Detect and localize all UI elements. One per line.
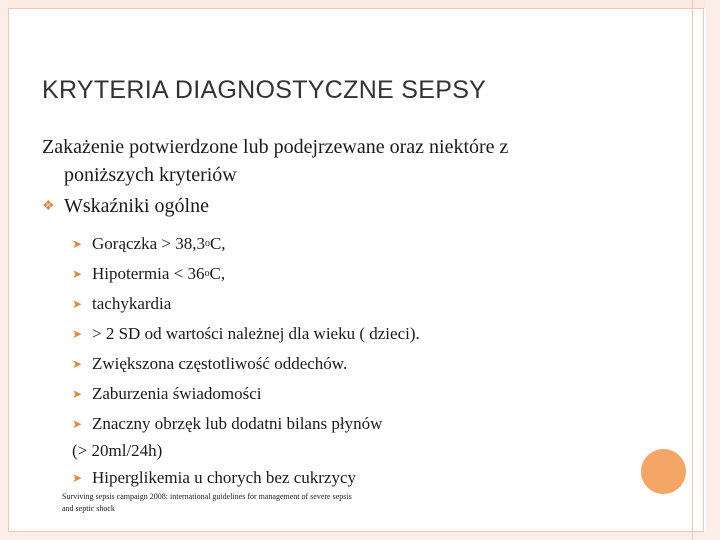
bullet-icon: ➤ [72, 237, 83, 251]
item-text: Znaczny obrzęk lub dodatni bilans płynów [92, 414, 383, 433]
item-text: Hiperglikemia u chorych bez cukrzycy [92, 468, 357, 487]
decorative-circle [641, 449, 686, 494]
lead-line-2: poniższych kryteriów [64, 164, 237, 186]
list-item [72, 229, 420, 259]
item-text: Zwiększona częstotliwość oddechów. [92, 354, 348, 373]
item-text: Hipotermia < 36 [92, 264, 205, 283]
list-item [72, 319, 420, 349]
item-text: Gorączka > 38,3 [92, 234, 205, 253]
lead-line-1: Zakażenie potwierdzone lub podejrzewane oraz niektóre z [42, 136, 509, 158]
bullet-icon: ➤ [72, 357, 83, 371]
item-sup: o [204, 268, 210, 279]
list-item [72, 259, 420, 289]
bullet-icon: ➤ [72, 387, 83, 401]
footnote-line-2: and septic shock [62, 504, 115, 513]
bullet-icon: ➤ [72, 417, 83, 431]
continuation-text: (> 20ml/24h) [72, 441, 163, 460]
item-text-after: C, [209, 234, 226, 253]
item-sup: o [204, 238, 210, 249]
bullet-icon: ❖ [42, 199, 55, 214]
list-item [72, 349, 420, 379]
bullet-icon: ➤ [72, 267, 83, 281]
right-border [706, 0, 720, 540]
item-text: tachykardia [92, 294, 172, 313]
list-item-last [72, 468, 356, 488]
bullet-icon: ➤ [72, 470, 83, 485]
criteria-list [72, 229, 420, 439]
item-text-after: C, [209, 264, 226, 283]
top-border [0, 0, 720, 8]
list-item [72, 379, 420, 409]
left-border [0, 0, 8, 540]
section-heading [42, 195, 209, 218]
list-item [72, 289, 420, 319]
frame-vertical-line [692, 0, 693, 540]
item-text: > 2 SD od wartości należnej dla wieku ( dzieci). [92, 324, 420, 343]
list-item [72, 409, 420, 439]
bullet-icon: ➤ [72, 297, 83, 311]
bullet-icon: ➤ [72, 327, 83, 341]
item-text: Zaburzenia świadomości [92, 384, 262, 403]
footnote [62, 491, 442, 515]
bottom-border [0, 532, 720, 540]
slide-title: KRYTERIA DIAGNOSTYCZNE SEPSY [42, 76, 487, 104]
lead-paragraph [42, 133, 642, 189]
footnote-line-1: Surviving sepsis campaign 2008: international guidelines for management of severe sepsis [62, 492, 352, 501]
section-label: Wskaźniki ogólne [64, 195, 209, 217]
